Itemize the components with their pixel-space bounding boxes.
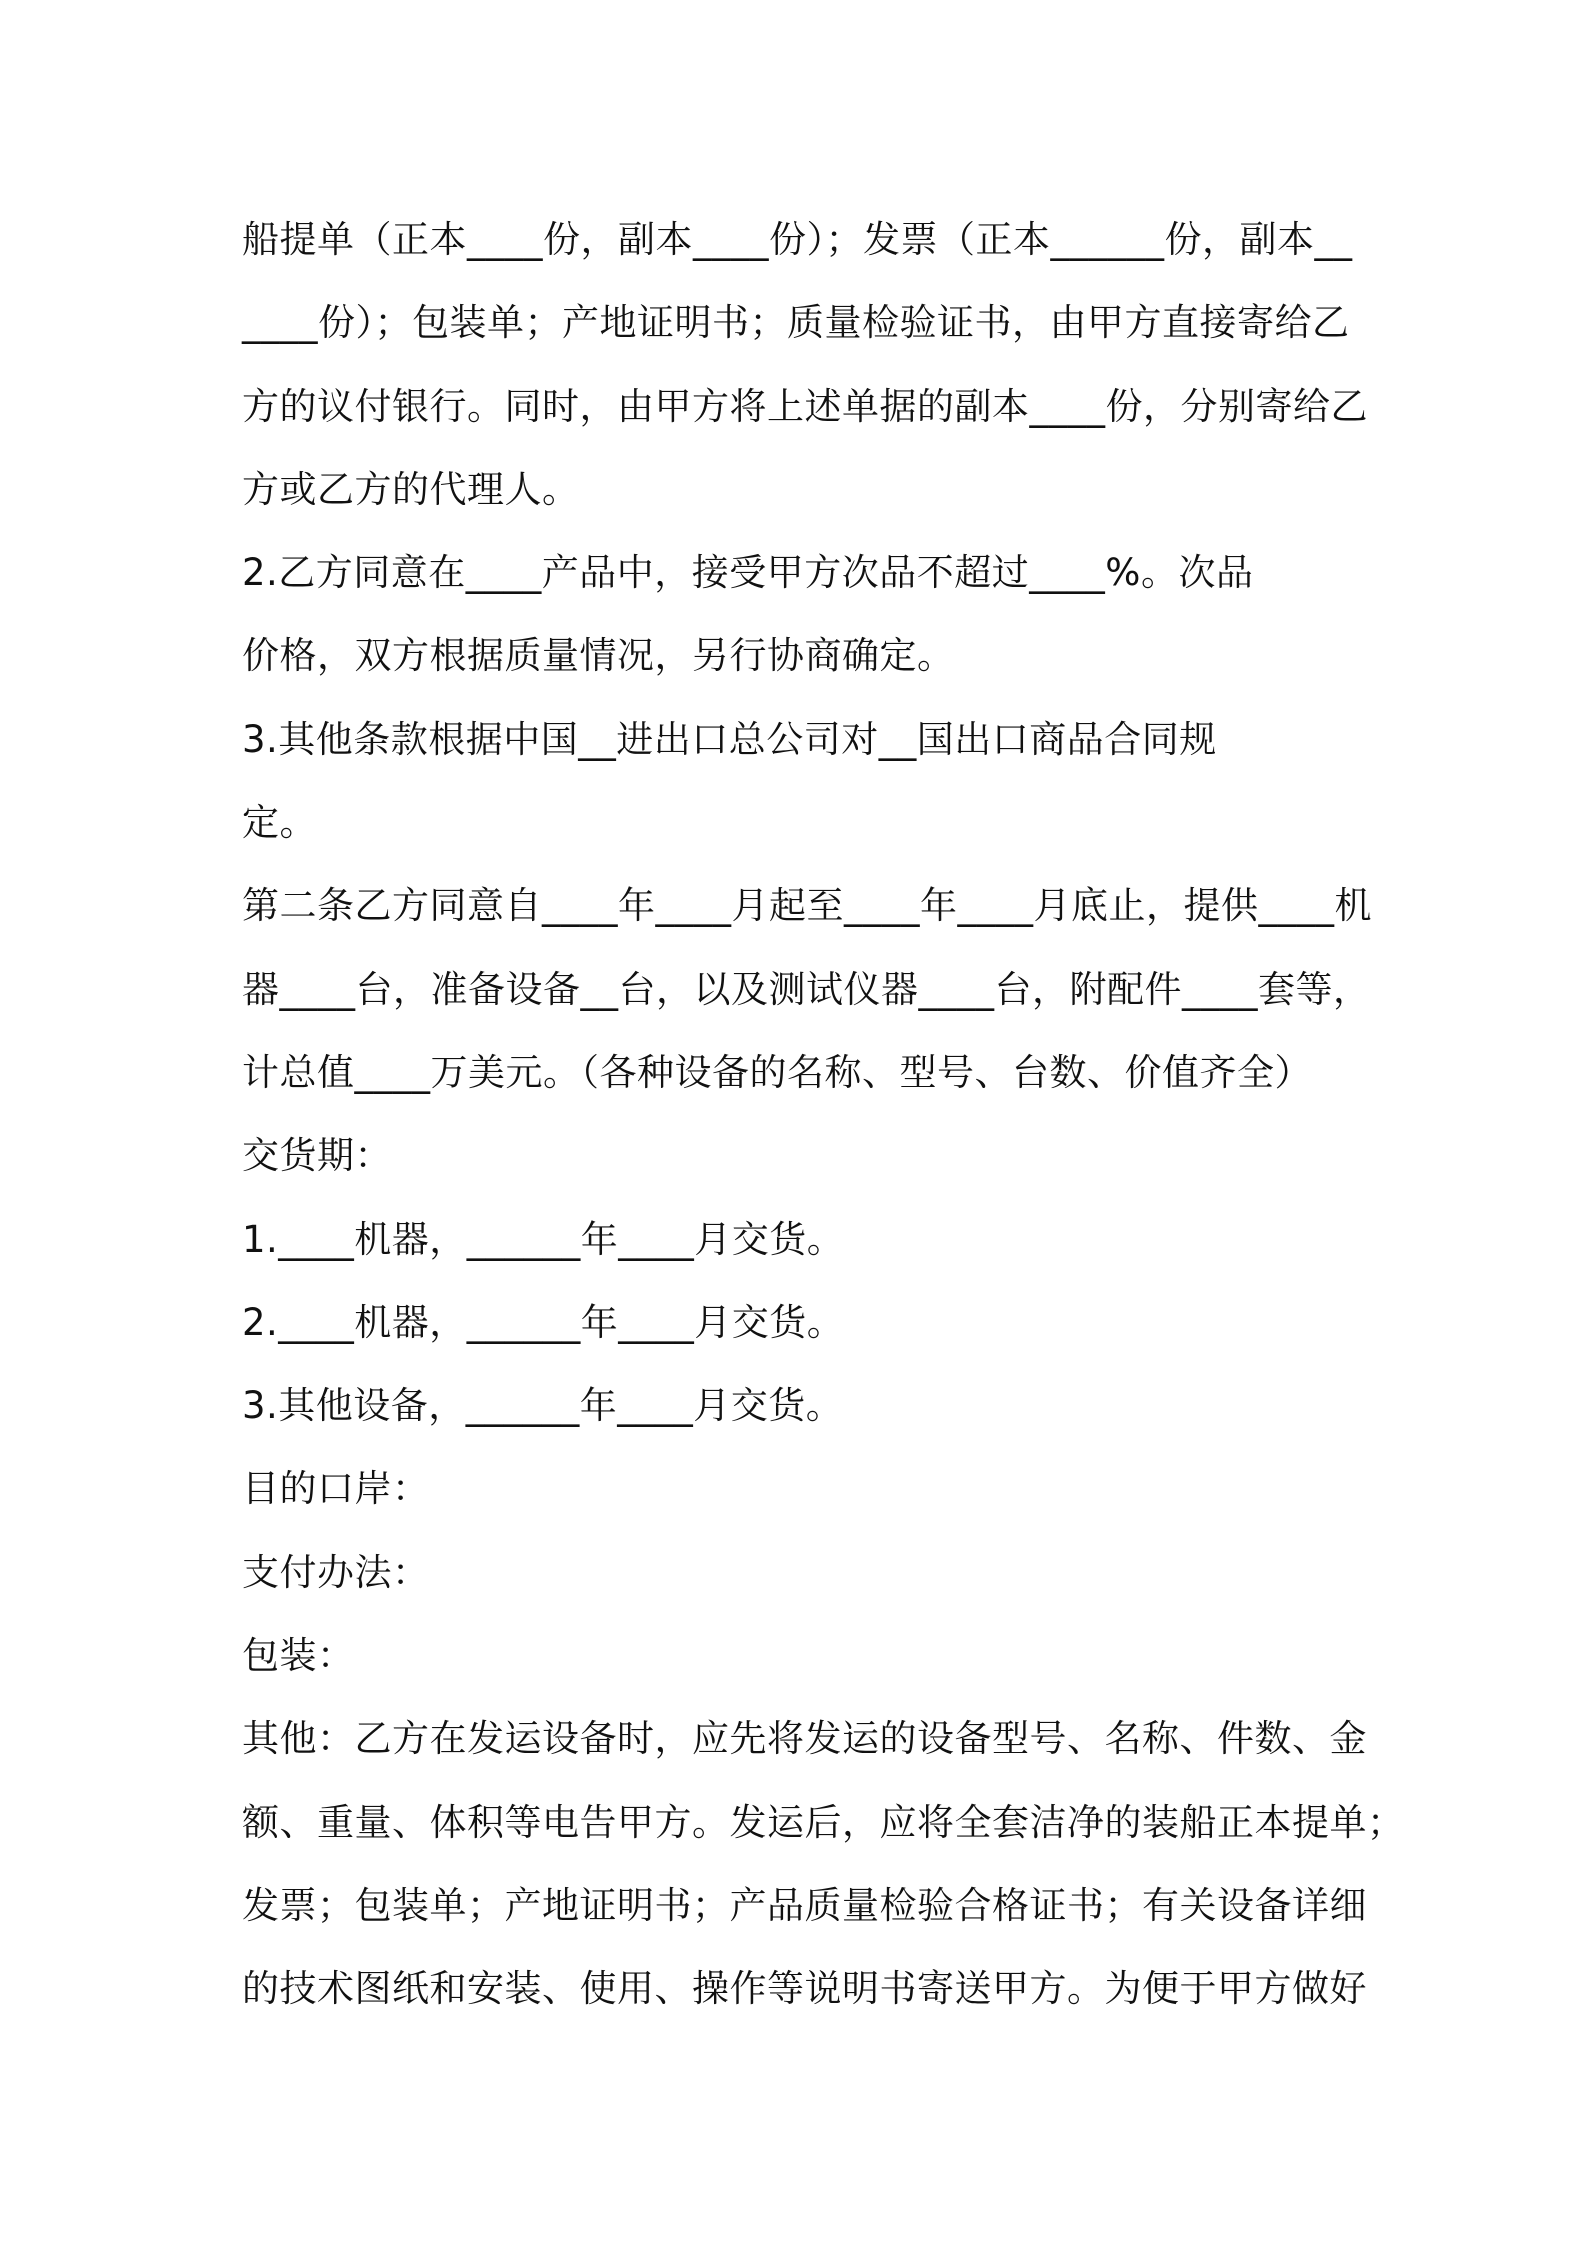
section-heading-delivery: 交货期： xyxy=(242,1134,392,1178)
text-line: 方或乙方的代理人。 xyxy=(242,467,580,511)
text-line: 第二条乙方同意自____年____月起至____年____月底止，提供____机 xyxy=(242,884,1372,928)
text-line: 2.乙方同意在____产品中，接受甲方次品不超过____%。次品 xyxy=(242,551,1254,595)
text-line: 3.其他设备，______年____月交货。 xyxy=(242,1384,844,1428)
text-line: 计总值____万美元。（各种设备的名称、型号、台数、价值齐全） xyxy=(242,1050,1312,1094)
text-line: 额、重量、体积等电告甲方。发运后，应将全套洁净的装船正本提单； xyxy=(242,1800,1405,1844)
text-line: 的技术图纸和安装、使用、操作等说明书寄送甲方。为便于甲方做好 xyxy=(242,1967,1367,2011)
section-heading-port: 目的口岸： xyxy=(242,1467,430,1511)
text-line: 价格，双方根据质量情况，另行协商确定。 xyxy=(242,634,955,678)
text-line: 船提单（正本____份，副本____份）；发票（正本______份，副本__ xyxy=(242,218,1353,261)
text-line: 其他：乙方在发运设备时，应先将发运的设备型号、名称、件数、金 xyxy=(242,1717,1367,1761)
contract-text xyxy=(242,198,1405,2031)
text-line: 发票；包装单；产地证明书；产品质量检验合格证书；有关设备详细 xyxy=(242,1883,1367,1927)
text-line: 定。 xyxy=(242,801,317,845)
text-line: 1.____机器，______年____月交货。 xyxy=(242,1217,845,1261)
text-line: 方的议付银行。同时，由甲方将上述单据的副本____份，分别寄给乙 xyxy=(242,384,1368,428)
text-line: 器____台，准备设备__台，以及测试仪器____台，附配件____套等， xyxy=(242,967,1371,1011)
text-line: 3.其他条款根据中国__进出口总公司对__国出口商品合同规 xyxy=(242,717,1217,761)
section-heading-packing: 包装： xyxy=(242,1634,355,1678)
text-line: 2.____机器，______年____月交货。 xyxy=(242,1300,845,1344)
section-heading-payment: 支付办法： xyxy=(242,1550,430,1594)
text-line: ____份）；包装单；产地证明书；质量检验证书，由甲方直接寄给乙 xyxy=(242,301,1350,345)
